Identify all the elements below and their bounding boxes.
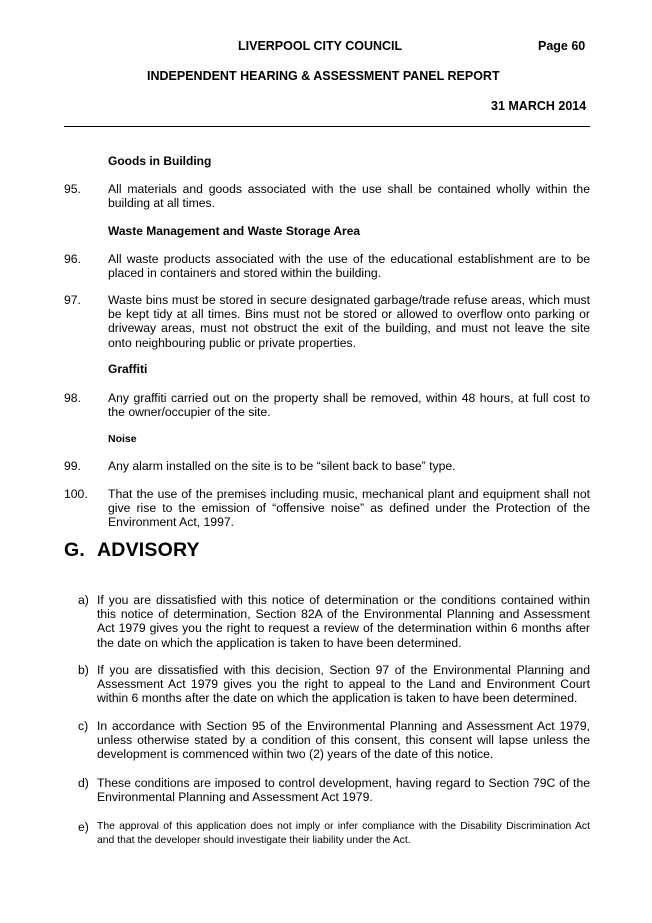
condition-number: 96.	[64, 252, 81, 266]
condition-text: That the use of the premises including music, mechanical plant and equipment shall not give rise to the emission of “offensive noise” as defined under the Protection of the Environment Act, 1997.	[108, 487, 590, 530]
condition-95	[64, 182, 590, 210]
section-letter: G.	[64, 539, 85, 561]
condition-text: Any alarm installed on the site is to be “silent back to base” type.	[108, 459, 456, 473]
advisory-text: If you are dissatisfied with this decision, Section 97 of the Environmental Planning and Assessment Act 1979 gives you the right to appeal to the Land and Environment Court within 6 months after the date on which the application is taken to have been determined.	[97, 663, 590, 706]
condition-text: Any graffiti carried out on the property shall be removed, within 48 hours, at full cost to the owner/occupier of the site.	[108, 391, 590, 420]
advisory-marker: e)	[78, 820, 89, 834]
condition-number: 95.	[64, 182, 81, 196]
advisory-item-c	[78, 719, 590, 762]
report-date: 31 MARCH 2014	[491, 99, 587, 113]
section-heading-advisory	[64, 538, 200, 562]
heading-goods-in-building: Goods in Building	[108, 154, 212, 168]
condition-99	[64, 459, 590, 473]
condition-text: All waste products associated with the use of the educational establishment are to be placed in containers and stored within the building.	[108, 252, 590, 281]
condition-text: Waste bins must be stored in secure designated garbage/trade refuse areas, which must be kept tidy at all times. Bins must not be stored or allowed to overflow onto parking or driveway areas, must not obstruct the exit of the building, and must not leave the site onto neighbouring public or private properties.	[108, 293, 590, 350]
header-divider	[64, 126, 590, 127]
condition-100	[64, 487, 590, 530]
advisory-marker: c)	[78, 719, 89, 733]
advisory-text: The approval of this application does not imply or infer compliance with the Disability Discrimination Act and that the developer should investigate their liability under the Act.	[97, 821, 590, 846]
report-title: INDEPENDENT HEARING & ASSESSMENT PANEL REPORT	[147, 69, 500, 83]
condition-number: 98.	[64, 391, 81, 405]
advisory-marker: b)	[78, 663, 89, 677]
condition-98	[64, 391, 590, 419]
page-number: Page 60	[538, 39, 586, 53]
condition-97	[64, 293, 590, 350]
condition-text: All materials and goods associated with the use shall be contained wholly within the building at all times.	[108, 182, 590, 211]
advisory-item-d	[78, 776, 590, 804]
heading-graffiti: Graffiti	[108, 362, 148, 376]
council-name: LIVERPOOL CITY COUNCIL	[238, 39, 403, 53]
condition-number: 97.	[64, 293, 81, 307]
advisory-item-b	[78, 663, 590, 706]
heading-noise: Noise	[108, 433, 137, 445]
advisory-marker: d)	[78, 776, 89, 790]
advisory-text: If you are dissatisfied with this notice of determination or the conditions contained within this notice of determination, Section 82A of the Environmental Planning and Assessment Act 1979 gives you the right to request a review of the determination within 6 months after the date on which the application is taken to have been determined.	[97, 593, 590, 650]
advisory-text: These conditions are imposed to control development, having regard to Section 79C of the Environmental Planning and Assessment Act 1979.	[97, 776, 590, 805]
advisory-text: In accordance with Section 95 of the Environmental Planning and Assessment Act 1979, unless otherwise stated by a condition of this consent, this consent will lapse unless the development is commenced within two (2) years of the date of this notice.	[97, 719, 590, 762]
advisory-item-a	[78, 593, 590, 650]
condition-96	[64, 252, 590, 280]
advisory-item-e	[78, 820, 590, 848]
condition-number: 100.	[64, 487, 88, 501]
section-title: ADVISORY	[97, 539, 200, 561]
advisory-marker: a)	[78, 593, 89, 607]
heading-waste-management: Waste Management and Waste Storage Area	[108, 224, 361, 238]
condition-number: 99.	[64, 459, 81, 473]
